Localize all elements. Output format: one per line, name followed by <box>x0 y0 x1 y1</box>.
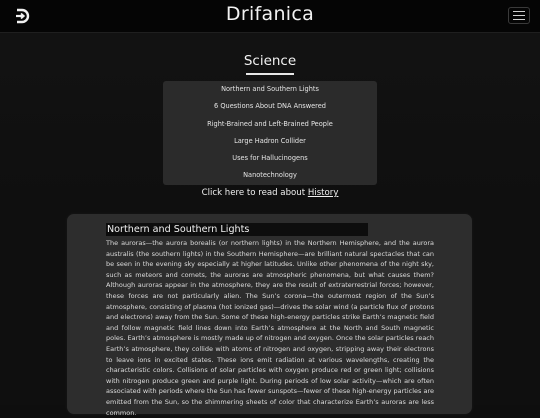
section-title-underline <box>246 73 294 75</box>
topic-link-hallucinogens[interactable]: Uses for Hallucinogens <box>232 154 308 163</box>
topic-link-dna-questions[interactable]: 6 Questions About DNA Answered <box>214 102 326 111</box>
topic-link-nanotechnology[interactable]: Nanotechnology <box>243 171 297 180</box>
history-link[interactable]: History <box>307 188 339 198</box>
site-title[interactable]: Drifanica <box>225 3 315 25</box>
article-title: Northern and Southern Lights <box>106 223 368 236</box>
article-body: The auroras—the aurora borealis (or northern lights) in the Northern Hemisphere, and the aurora australis (the southern lights) in the Southern Hemisphere—are brilliant natural spectacles that can be seen in the evening sky especially at higher latitudes. Unlike other phenomena of the night sky, such as meteors and comets, the auroras are atmospheric phenomena, but what causes them? Although auroras appear in the atmosphere, they are the result of extraterrestrial forces; however, these forces are not particularly alien. The Sun’s corona—the outermost region of the Sun’s atmosphere, consisting of plasma (hot ionized gas)—drives the solar wind (a particle flux of protons and electrons) away from the Sun. Some of these high-energy particles strike Earth’s magnetic field and follow magnetic field lines down into Earth’s atmosphere at the North and South magnetic poles. Earth’s atmosphere is mostly made up of nitrogen and oxygen. Once the solar particles reach Earth’s atmosphere, they collide with atoms of nitrogen and oxygen, stripping away their electrons to leave ions in excited states. These ions emit radiation at various wavelengths, creating the characteristic colors. Collisions of solar particles with oxygen produce red or green light; collisions with nitrogen produce green and purple light. During periods of low solar activity—which are often associated with periods where the Sun has fewer sunspots—fewer of these high-energy particles are emitted from the Sun, so the shimmering sheets of color that characterize Earth’s auroras are less common. <box>106 239 434 417</box>
top-navbar <box>0 0 540 33</box>
hamburger-menu-icon[interactable] <box>508 7 530 24</box>
topic-link-northern-southern-lights[interactable]: Northern and Southern Lights <box>221 85 319 93</box>
topic-link-large-hadron-collider[interactable]: Large Hadron Collider <box>234 136 306 145</box>
section-title: Science <box>243 53 297 69</box>
topic-list <box>163 81 377 185</box>
history-prompt <box>0 188 540 198</box>
topic-link-brained-people[interactable]: Right-Brained and Left-Brained People <box>207 119 333 128</box>
history-prompt-text: Click here to read about <box>201 188 308 198</box>
